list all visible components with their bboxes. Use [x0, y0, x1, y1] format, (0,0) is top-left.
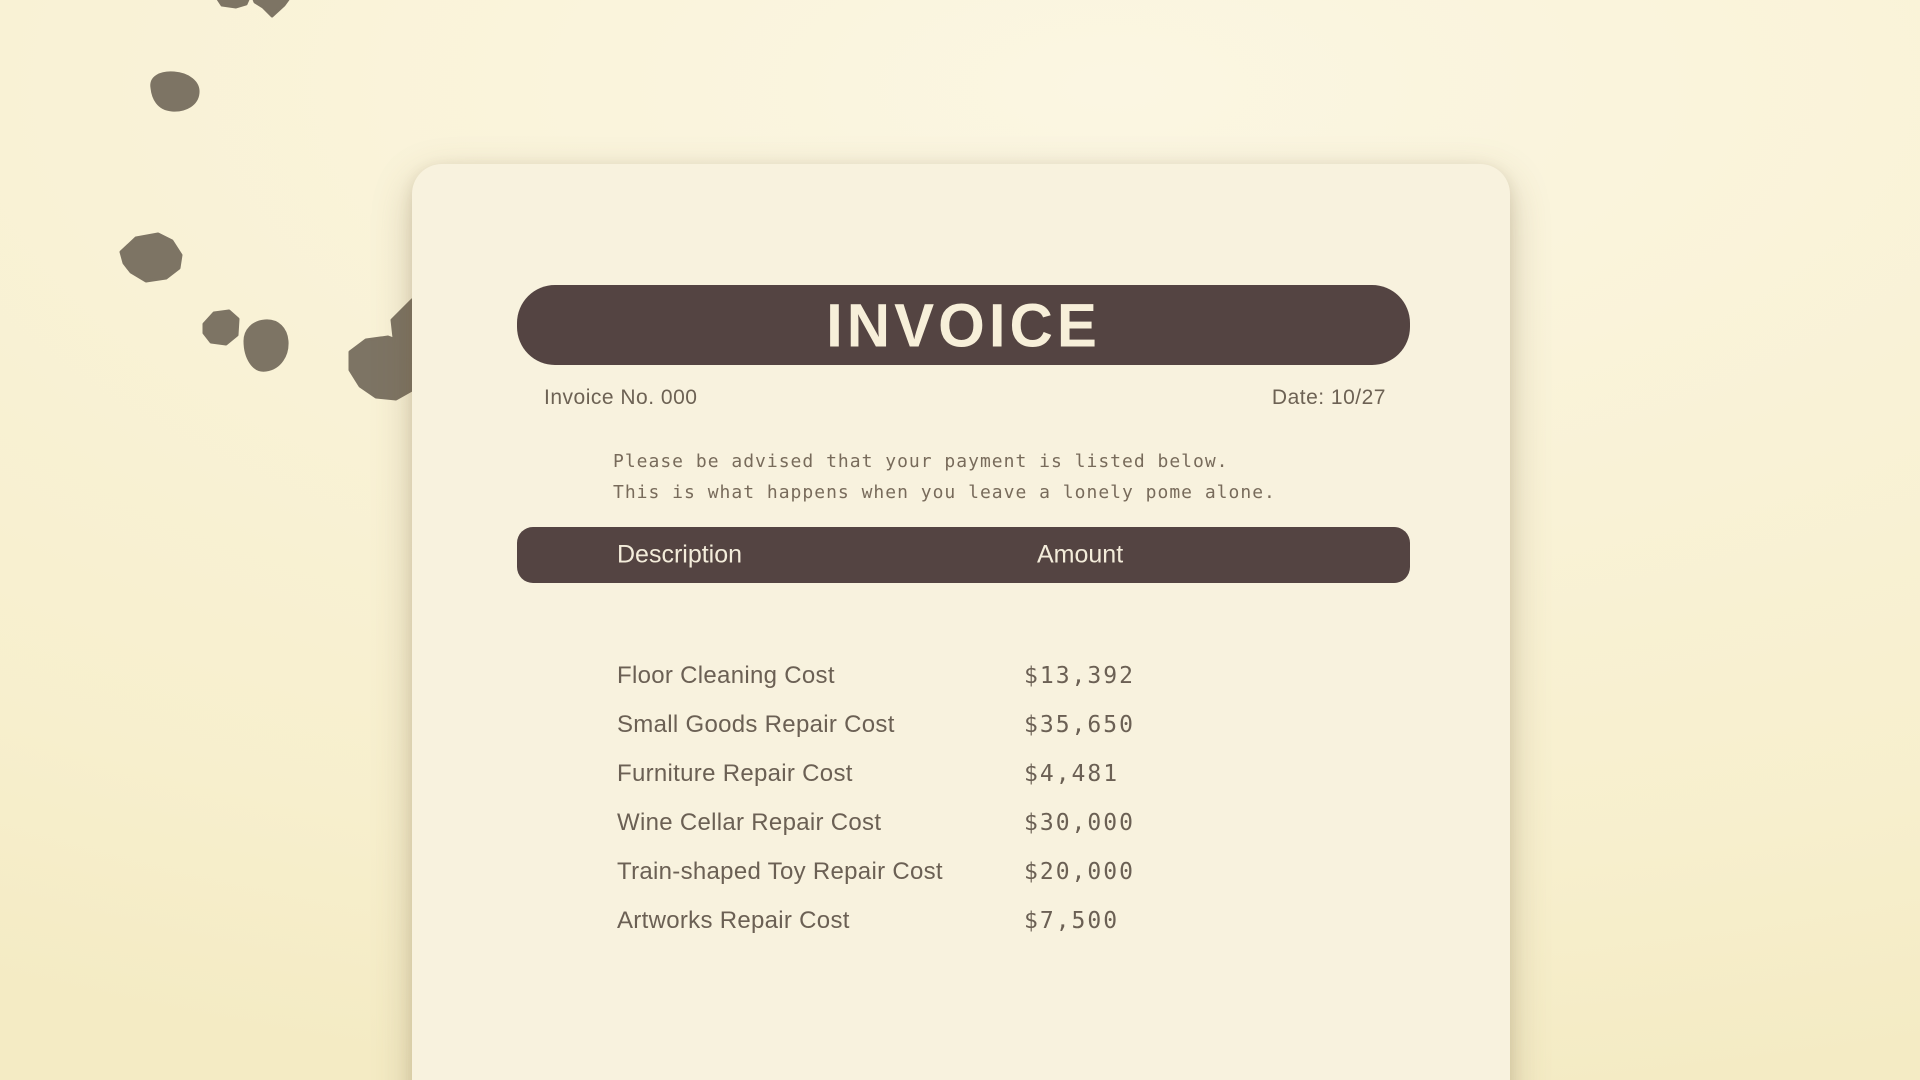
- row-description: Furniture Repair Cost: [617, 759, 853, 787]
- header-description: Description: [617, 540, 743, 569]
- table-row: [517, 651, 1410, 700]
- row-amount: $4,481: [1024, 760, 1120, 787]
- row-description: Floor Cleaning Cost: [617, 661, 835, 689]
- invoice-date: Date: 10/27: [1271, 386, 1386, 409]
- table-row: [517, 798, 1410, 847]
- row-description: Wine Cellar Repair Cost: [617, 808, 882, 836]
- row-description: Train-shaped Toy Repair Cost: [617, 857, 943, 885]
- table-row: [517, 700, 1410, 749]
- table-header: [517, 527, 1410, 583]
- invoice-title-bar: [517, 285, 1410, 365]
- stain-blob-1: [152, 73, 198, 110]
- invoice-title: INVOICE: [826, 290, 1101, 360]
- stain-blob-4: [245, 321, 287, 370]
- row-amount: $20,000: [1024, 858, 1135, 885]
- row-amount: $35,650: [1024, 711, 1135, 738]
- row-amount: $7,500: [1024, 907, 1120, 934]
- message-line-1: Please be advised that your payment is listed below.: [613, 451, 1229, 472]
- invoice-message: [613, 446, 1276, 508]
- stain-blob-6: [392, 300, 412, 362]
- stain-blob-2: [121, 234, 181, 281]
- invoice-rows: [517, 651, 1410, 945]
- header-amount: Amount: [1037, 540, 1124, 569]
- invoice-number: Invoice No. 000: [544, 386, 698, 409]
- stain-blob-3: [204, 311, 238, 344]
- row-description: Small Goods Repair Cost: [617, 710, 895, 738]
- row-amount: $30,000: [1024, 809, 1135, 836]
- message-line-2: This is what happens when you leave a lonely pome alone.: [613, 482, 1276, 503]
- stain-top-1: [216, 0, 250, 7]
- row-amount: $13,392: [1024, 662, 1135, 689]
- invoice-meta-row: [517, 386, 1410, 410]
- row-description: Artworks Repair Cost: [617, 906, 850, 934]
- table-row: [517, 847, 1410, 896]
- invoice-card: [412, 164, 1510, 1080]
- table-row: [517, 749, 1410, 798]
- table-row: [517, 896, 1410, 945]
- stain-top-2: [252, 0, 292, 16]
